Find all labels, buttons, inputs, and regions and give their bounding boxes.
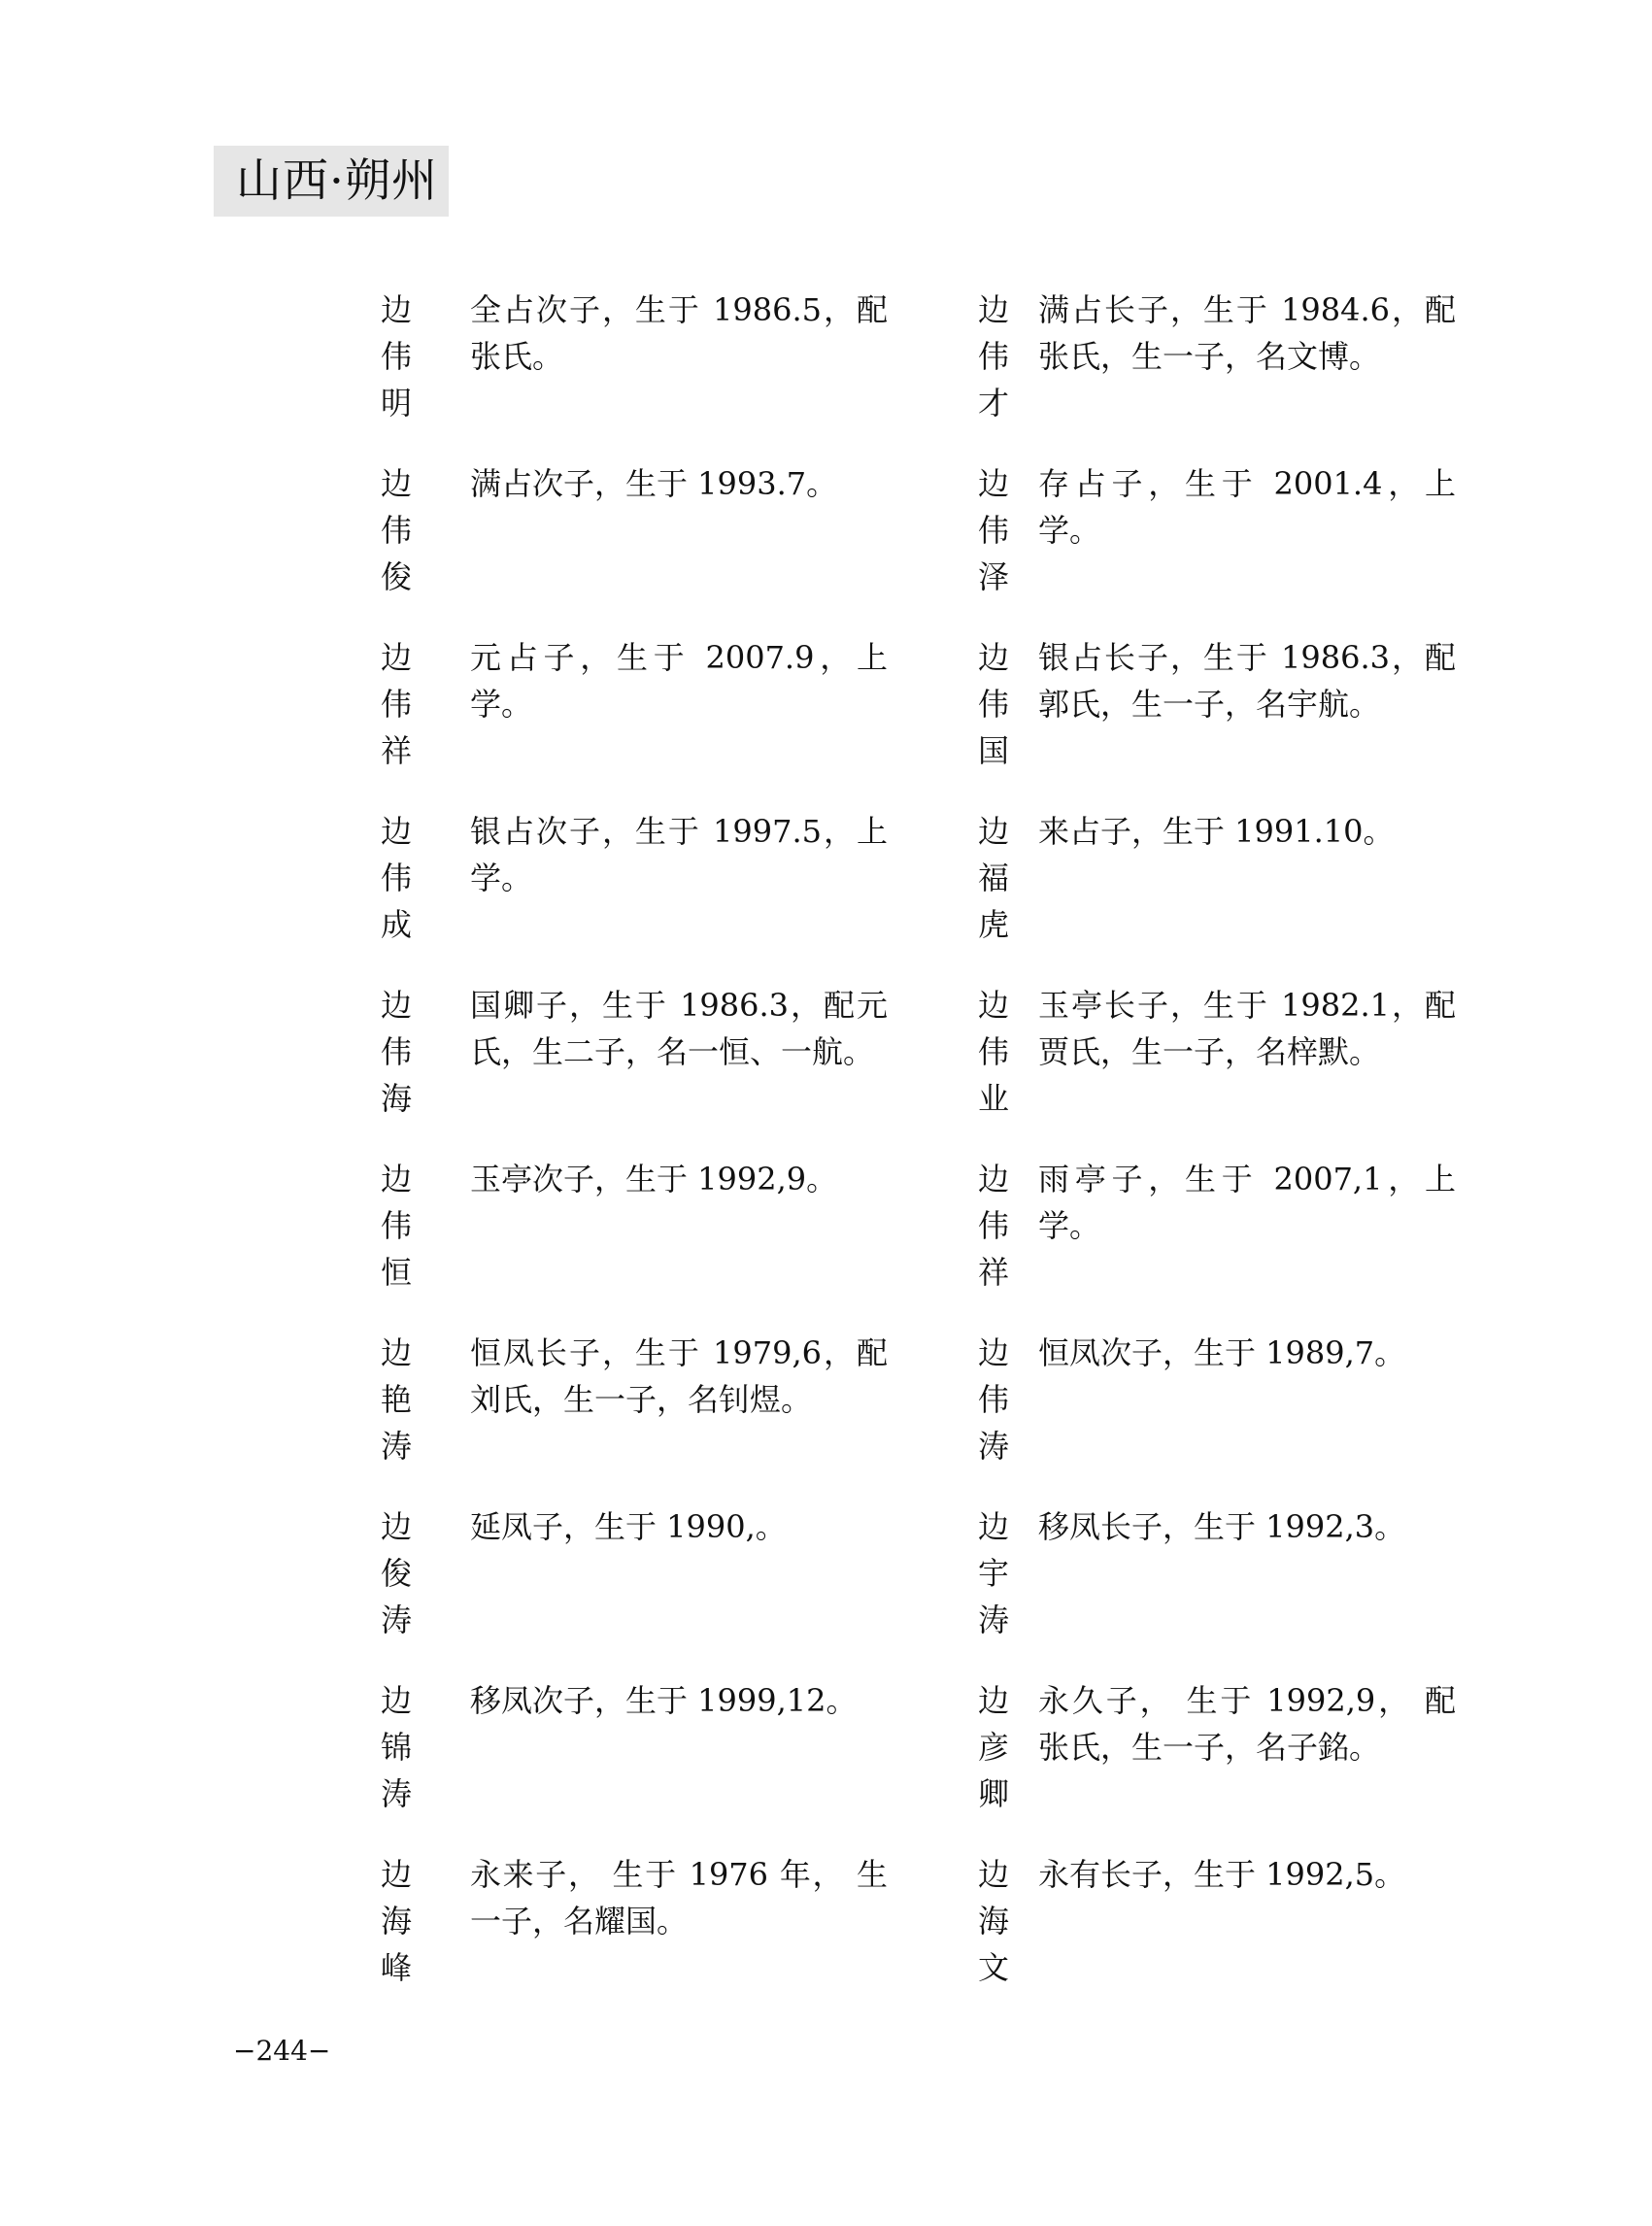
entry-name: 边 伟 明 (380, 291, 412, 422)
entry (377, 1330, 901, 1485)
entry-description: 元占子，生于 2007.9，上学。 (470, 639, 888, 723)
entry-name: 边 海 文 (977, 1856, 1009, 1986)
entry (377, 1851, 901, 2007)
entry-description: 满占长子，生于 1984.6，配张氏，生一子，名文博。 (1038, 291, 1456, 375)
entry-description: 永有长子，生于 1992,5。 (1038, 1856, 1406, 1893)
entry-description: 移凤次子，生于 1999,12。 (470, 1682, 858, 1719)
entry-name: 边 伟 祥 (977, 1161, 1009, 1291)
entry-description: 存占子，生于 2001.4，上学。 (1038, 465, 1456, 549)
page-number: −244− (233, 2035, 331, 2067)
entry-name: 边 伟 业 (977, 987, 1009, 1117)
entry-name: 边 锦 涛 (380, 1682, 412, 1812)
entry (377, 460, 901, 616)
entry (974, 634, 1460, 790)
entry-description: 恒凤次子，生于 1989,7。 (1038, 1334, 1406, 1371)
entry-name: 边 伟 国 (977, 639, 1009, 769)
entry (974, 808, 1460, 963)
entry (974, 1677, 1460, 1833)
entry-description: 银占长子，生于 1986.3，配郭氏，生一子，名宇航。 (1038, 639, 1456, 723)
entry-description: 移凤长子，生于 1992,3。 (1038, 1508, 1406, 1545)
entry (377, 634, 901, 790)
entry (377, 808, 901, 963)
entry (377, 1677, 901, 1833)
entry (377, 1156, 901, 1311)
entry (377, 982, 901, 1137)
entry-name: 边 伟 泽 (977, 465, 1009, 595)
entry-description: 国卿子，生于 1986.3，配元氏，生二子，名一恒、一航。 (470, 987, 888, 1070)
entry (974, 1330, 1460, 1485)
entry (377, 287, 901, 442)
entry-description: 雨亭子，生于 2007,1，上学。 (1038, 1161, 1456, 1244)
entry-description: 玉亭次子，生于 1992,9。 (470, 1161, 838, 1197)
entry (974, 287, 1460, 442)
entry-name: 边 艳 涛 (380, 1334, 412, 1465)
entry-description: 永久子， 生于 1992,9， 配张氏，生一子，名子銘。 (1038, 1682, 1456, 1766)
entry-description: 满占次子，生于 1993.7。 (470, 465, 838, 502)
entry-name: 边 伟 俊 (380, 465, 412, 595)
entry-name: 边 伟 恒 (380, 1161, 412, 1291)
entry-name: 边 彦 卿 (977, 1682, 1009, 1812)
entry-name: 边 伟 涛 (977, 1334, 1009, 1465)
entry-name: 边 福 虎 (977, 813, 1009, 943)
entry-name: 边 伟 祥 (380, 639, 412, 769)
entry (974, 1156, 1460, 1311)
entry-name: 边 伟 才 (977, 291, 1009, 422)
entry-description: 延凤子，生于 1990,。 (470, 1508, 787, 1545)
entry-description: 玉亭长子，生于 1982.1，配贾氏，生一子，名梓默。 (1038, 987, 1456, 1070)
entry-name: 边 俊 涛 (380, 1508, 412, 1638)
entry-name: 边 伟 成 (380, 813, 412, 943)
page-header-title: 山西·朔州 (236, 154, 438, 208)
entry (974, 982, 1460, 1137)
entry (377, 1503, 901, 1659)
entry (974, 1851, 1460, 2007)
entry (974, 460, 1460, 616)
entry (974, 1503, 1460, 1659)
entry-name: 边 海 峰 (380, 1856, 412, 1986)
entry-description: 恒凤长子，生于 1979,6，配刘氏，生一子，名钊煜。 (470, 1334, 888, 1418)
entry-description: 银占次子，生于 1997.5，上学。 (470, 813, 888, 896)
entry-description: 全占次子，生于 1986.5，配张氏。 (470, 291, 888, 375)
entry-name: 边 宇 涛 (977, 1508, 1009, 1638)
entry-description: 来占子，生于 1991.10。 (1038, 813, 1395, 850)
entry-description: 永来子， 生于 1976 年， 生一子，名耀国。 (470, 1856, 888, 1939)
entry-name: 边 伟 海 (380, 987, 412, 1117)
